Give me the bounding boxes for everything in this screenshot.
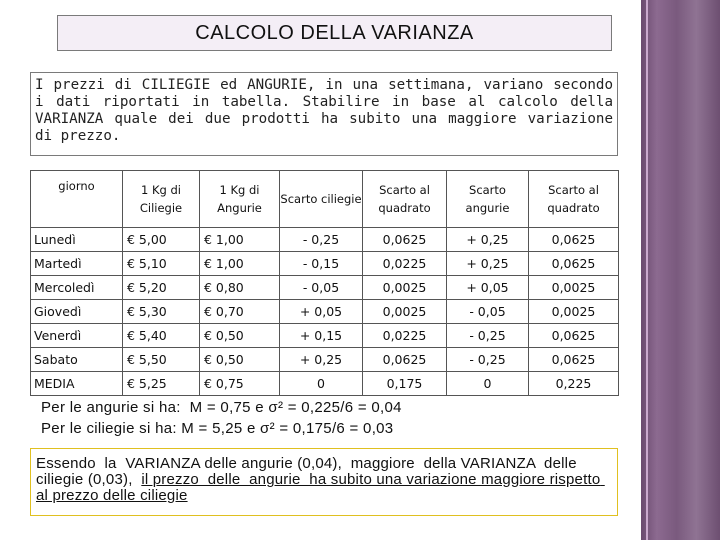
cell-scarto-angurie: + 0,25 xyxy=(447,252,529,276)
cell-ciliegie-price: € 5,10 xyxy=(123,252,200,276)
table-row xyxy=(31,324,619,348)
cell-scarto-ciliegie: + 0,05 xyxy=(280,300,363,324)
problem-statement: I prezzi di CILIEGIE ed ANGURIE, in una settimana, variano secondo i dati riportati in tabella. Stabilire in base al calcolo della VARIANZA quale dei due prodotti ha subito una maggiore variazione di prezzo. xyxy=(30,72,618,156)
cell-quadrato-angurie: 0,0025 xyxy=(529,300,619,324)
header-ciliegie: 1 Kg di Ciliegie xyxy=(123,171,200,228)
cell-ciliegie-price: € 5,40 xyxy=(123,324,200,348)
cell-quadrato-ciliegie: 0,0625 xyxy=(363,228,447,252)
variance-formulas xyxy=(41,397,611,439)
cell-quadrato-angurie: 0,0625 xyxy=(529,228,619,252)
cell-quadrato-angurie: 0,225 xyxy=(529,372,619,396)
cell-scarto-angurie: + 0,25 xyxy=(447,228,529,252)
cell-scarto-angurie: - 0,05 xyxy=(447,300,529,324)
cell-ciliegie-price: € 5,00 xyxy=(123,228,200,252)
cell-quadrato-ciliegie: 0,0025 xyxy=(363,276,447,300)
cell-ciliegie-price: € 5,25 xyxy=(123,372,200,396)
table-row xyxy=(31,252,619,276)
decorative-sidebar xyxy=(641,0,720,540)
cell-quadrato-ciliegie: 0,0025 xyxy=(363,300,447,324)
cell-quadrato-ciliegie: 0,175 xyxy=(363,372,447,396)
conclusion-text: Essendo la VARIANZA delle angurie (0,04), maggiore della VARIANZA delle ciliegie (0,03), xyxy=(36,455,582,488)
cell-day: Martedì xyxy=(31,252,123,276)
header-scarto-ciliegie: Scarto ciliegie xyxy=(280,171,363,228)
table-row xyxy=(31,228,619,252)
cell-scarto-angurie: - 0,25 xyxy=(447,348,529,372)
header-scarto-quadrato-ciliegie: Scarto al quadrato xyxy=(363,171,447,228)
cell-scarto-ciliegie: - 0,15 xyxy=(280,252,363,276)
cell-ciliegie-price: € 5,20 xyxy=(123,276,200,300)
cell-angurie-price: € 0,50 xyxy=(200,324,280,348)
cell-angurie-price: € 0,80 xyxy=(200,276,280,300)
cell-day: Venerdì xyxy=(31,324,123,348)
table-row xyxy=(31,276,619,300)
cell-day: Giovedì xyxy=(31,300,123,324)
cell-angurie-price: € 1,00 xyxy=(200,228,280,252)
header-scarto-angurie: Scarto angurie xyxy=(447,171,529,228)
cell-quadrato-ciliegie: 0,0625 xyxy=(363,348,447,372)
cell-day: Mercoledì xyxy=(31,276,123,300)
formula-ciliegie: Per le ciliegie si ha: M = 5,25 e σ² = 0,175/6 = 0,03 xyxy=(41,420,394,437)
cell-scarto-ciliegie: + 0,25 xyxy=(280,348,363,372)
table-row-media xyxy=(31,372,619,396)
cell-quadrato-ciliegie: 0,0225 xyxy=(363,252,447,276)
cell-ciliegie-price: € 5,30 xyxy=(123,300,200,324)
header-giorno: giorno xyxy=(31,171,123,228)
cell-day: Lunedì xyxy=(31,228,123,252)
price-variance-table xyxy=(30,170,619,396)
cell-angurie-price: € 0,70 xyxy=(200,300,280,324)
cell-quadrato-angurie: 0,0625 xyxy=(529,252,619,276)
table-row xyxy=(31,348,619,372)
cell-day: MEDIA xyxy=(31,372,123,396)
cell-quadrato-angurie: 0,0625 xyxy=(529,324,619,348)
cell-angurie-price: € 0,50 xyxy=(200,348,280,372)
cell-quadrato-angurie: 0,0025 xyxy=(529,276,619,300)
table-header-row xyxy=(31,171,619,228)
cell-quadrato-angurie: 0,0625 xyxy=(529,348,619,372)
cell-scarto-angurie: + 0,05 xyxy=(447,276,529,300)
cell-angurie-price: € 1,00 xyxy=(200,252,280,276)
cell-angurie-price: € 0,75 xyxy=(200,372,280,396)
conclusion-box xyxy=(30,448,618,516)
header-scarto-quadrato-angurie: Scarto al quadrato xyxy=(529,171,619,228)
conclusion-underlined-text: il prezzo delle angurie ha subito una variazione maggiore rispetto al prezzo delle ciliegie xyxy=(36,471,605,504)
cell-scarto-angurie: 0 xyxy=(447,372,529,396)
table-row xyxy=(31,300,619,324)
cell-quadrato-ciliegie: 0,0225 xyxy=(363,324,447,348)
cell-scarto-ciliegie: + 0,15 xyxy=(280,324,363,348)
cell-scarto-angurie: - 0,25 xyxy=(447,324,529,348)
sidebar-accent-line xyxy=(646,0,648,540)
cell-scarto-ciliegie: 0 xyxy=(280,372,363,396)
cell-scarto-ciliegie: - 0,05 xyxy=(280,276,363,300)
cell-scarto-ciliegie: - 0,25 xyxy=(280,228,363,252)
cell-day: Sabato xyxy=(31,348,123,372)
slide-title: CALCOLO DELLA VARIANZA xyxy=(57,15,612,51)
formula-angurie: Per le angurie si ha: M = 0,75 e σ² = 0,225/6 = 0,04 xyxy=(41,399,402,416)
cell-ciliegie-price: € 5,50 xyxy=(123,348,200,372)
header-angurie: 1 Kg di Angurie xyxy=(200,171,280,228)
